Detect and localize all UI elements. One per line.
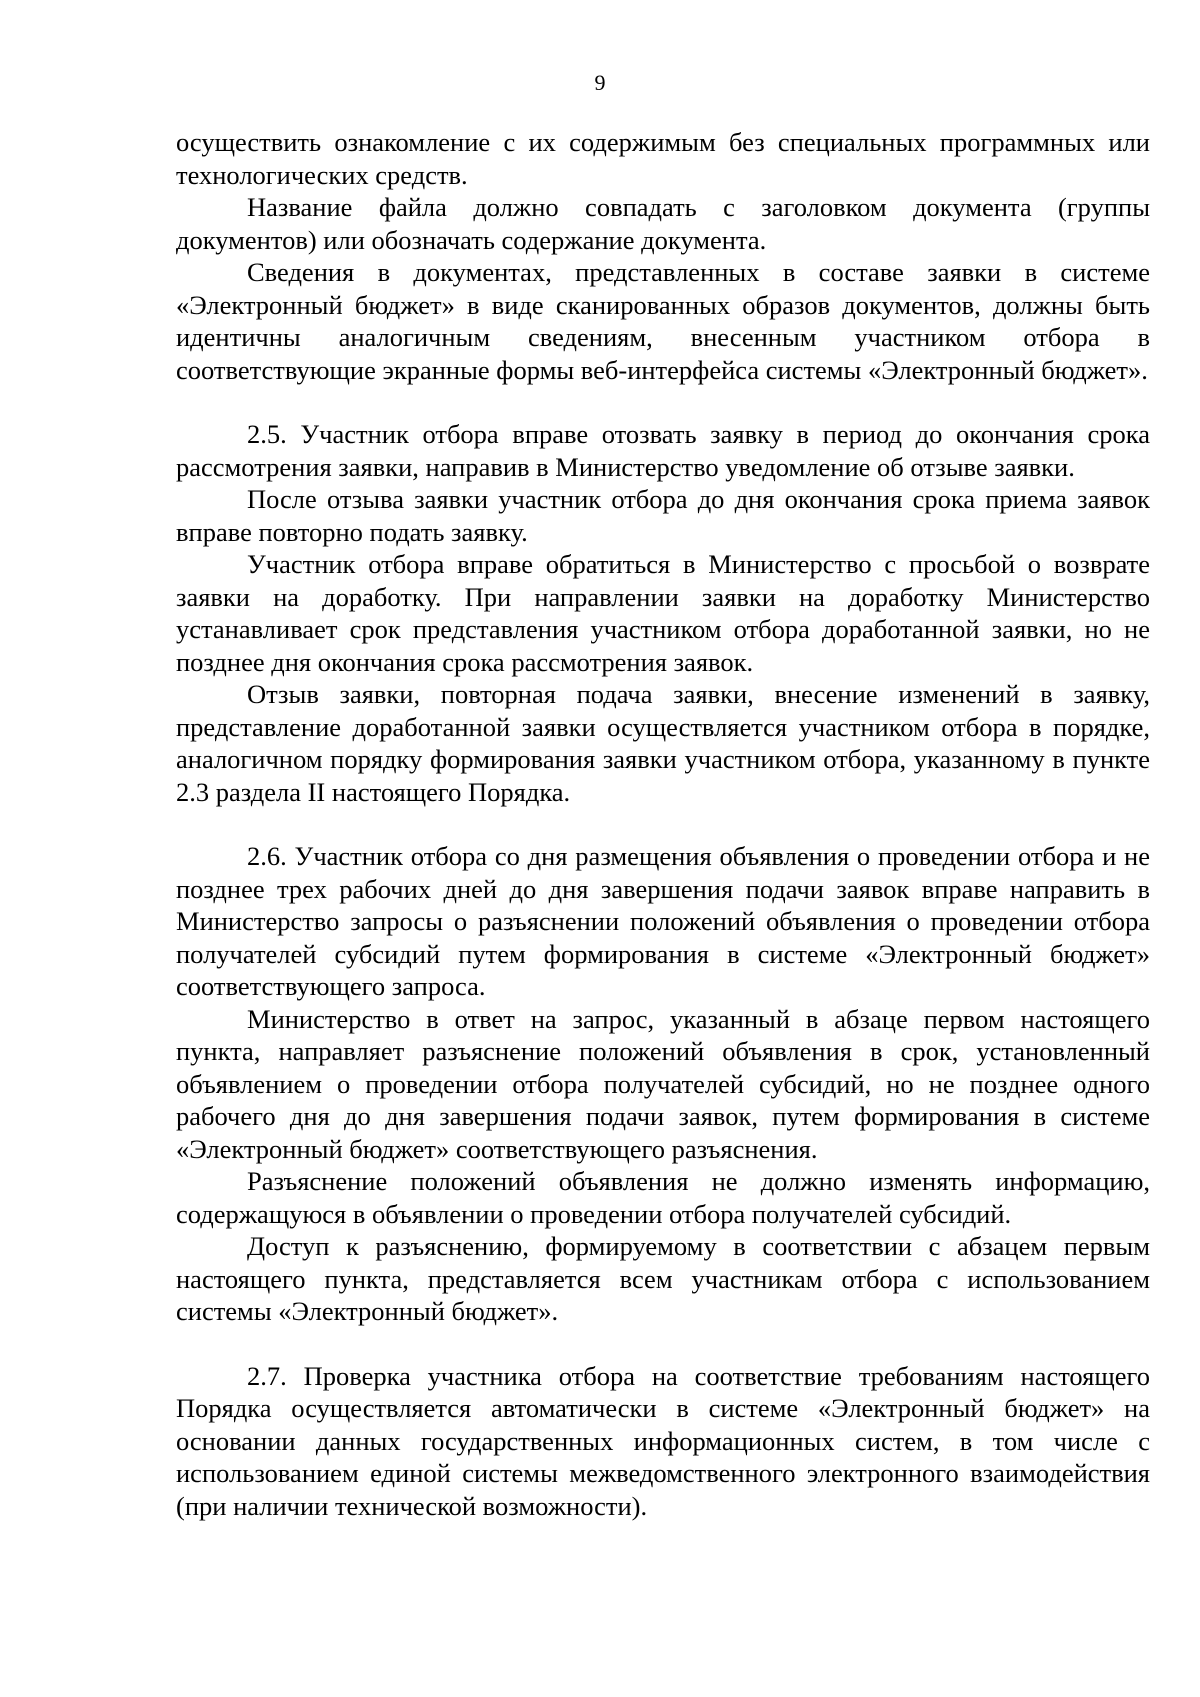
paragraph-continuation: осуществить ознакомление с их содержимым без специальных программных или технологических средств.: [176, 127, 1150, 190]
paragraph-scanned-documents: Сведения в документах, представленных в составе заявки в системе «Электронный бюджет» в виде сканированных образов документов, должны быть идентичны аналогичным сведениям, внесенным участником отбора в соответствующие экранные формы веб-интерфейса системы «Электронный бюджет».: [176, 257, 1150, 385]
section-gap: [176, 1328, 1150, 1360]
paragraph-section-2-7: 2.7. Проверка участника отбора на соответствие требованиям настоящего Порядка осуществляется автоматически в системе «Электронный бюджет» на основании данных государственных информационных систем, в том числе с использованием единой системы межведомственного электронного взаимодействия (при наличии технической возможности).: [176, 1360, 1150, 1521]
paragraph-clarification-limits: Разъяснение положений объявления не должно изменять информацию, содержащуюся в объявлении о проведении отбора получателей субсидий.: [176, 1166, 1150, 1229]
paragraph-section-2-6: 2.6. Участник отбора со дня размещения объявления о проведении отбора и не позднее трех рабочих дней до дня завершения подачи заявок вправе направить в Министерство запросы о разъяснении положений объявления о проведении отбора получателей субсидий путем формирования в системе «Электронный бюджет» соответствующего запроса.: [176, 841, 1150, 1001]
section-gap: [176, 808, 1150, 840]
section-gap: [176, 386, 1150, 418]
paragraph-ministry-response: Министерство в ответ на запрос, указанный в абзаце первом настоящего пункта, направляет разъяснение положений объявления в срок, установленный объявлением о проведении отбора получателей субсидий, но не позднее одного рабочего дня до дня завершения подачи заявок, путем формирования в системе «Электронный бюджет» соответствующего разъяснения.: [176, 1003, 1150, 1164]
paragraph-return-for-revision: Участник отбора вправе обратиться в Министерство с просьбой о возврате заявки на доработку. При направлении заявки на доработку Министерство устанавливает срок представления участником отбора доработанной заявки, но не позднее дня окончания срока рассмотрения заявок.: [176, 549, 1150, 677]
paragraph-resubmit: После отзыва заявки участник отбора до дня окончания срока приема заявок вправе повторно подать заявку.: [176, 484, 1150, 547]
paragraph-clarification-access: Доступ к разъяснению, формируемому в соответствии с абзацем первым настоящего пункта, представляется всем участникам отбора с использованием системы «Электронный бюджет».: [176, 1231, 1150, 1326]
page-number: 9: [594, 70, 606, 95]
document-body: [176, 126, 1150, 1522]
paragraph-section-2-5: 2.5. Участник отбора вправе отозвать заявку в период до окончания срока рассмотрения заявки, направив в Министерство уведомление об отзыве заявки.: [176, 419, 1150, 482]
paragraph-file-name: Название файла должно совпадать с заголовком документа (группы документов) или обозначать содержание документа.: [176, 192, 1150, 255]
paragraph-withdrawal-procedure: Отзыв заявки, повторная подача заявки, внесение изменений в заявку, представление доработанной заявки осуществляется участником отбора в порядке, аналогичном порядку формирования заявки участником отбора, указанному в пункте 2.3 раздела II настоящего Порядка.: [176, 679, 1150, 807]
